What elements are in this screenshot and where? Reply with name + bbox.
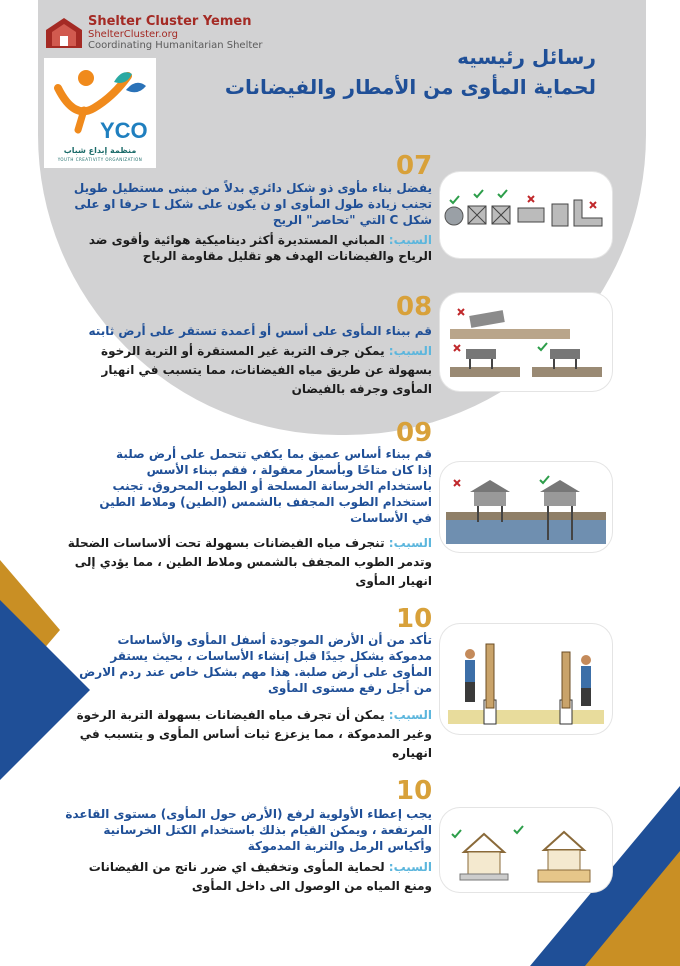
message-text <box>22 446 432 526</box>
message-line: يجب إعطاء الأولوية لرفع (الأرض حول المأوى) مستوى القاعدة <box>65 807 432 821</box>
partner-abbr: YCO <box>100 118 148 143</box>
reason-line: يمكن أن تجرف مياه الفيضانات بسهولة التربة الرخوة <box>76 708 389 722</box>
message-line: مدموكة بشكل جيدًا قبل إنشاء الأساسات ، بحيث يستقر <box>110 649 432 663</box>
message-line: يفضل بناء مأوى ذو شكل دائري بدلاً من مبنى مستطيل طويل <box>73 181 432 195</box>
message-number: 09 <box>396 418 433 448</box>
stable-ground-illustration <box>440 293 612 391</box>
message-line: شكل C التي "تحاصر" الريح <box>272 213 432 227</box>
message-reason <box>22 534 432 591</box>
message-reason <box>22 706 432 763</box>
message-text <box>22 632 432 696</box>
brand-name: Shelter Cluster Yemen <box>88 14 252 29</box>
message-line: المأوى على أرض صلبة. هذا مهم بشكل خاص عند ردم الارض <box>79 665 432 679</box>
page-title <box>225 42 596 102</box>
reason-line: انهيار المأوى <box>355 574 432 588</box>
reason-line: بسهولة عن طريق مياه الفيضانات، مما يتسبب في انهيار <box>101 363 432 377</box>
reason-line: وتدمر الطوب المجفف بالشمس وملاط الطين ، مما يؤدي إلى <box>74 555 432 569</box>
reason-label: السبب: <box>388 708 432 722</box>
message-number: 08 <box>396 292 433 322</box>
message-line: وأكياس الرمل والتربة المدموكة <box>247 839 432 853</box>
message-number: 10 <box>396 776 433 806</box>
reason-line: المأوى وجرفه بالفيضان <box>291 382 432 396</box>
reason-line: ومنع المياه من الوصول الى داخل المأوى <box>191 879 432 893</box>
illustration-card <box>440 808 612 892</box>
reason-line: الرياح والفيضانات الهدف هو تقليل مقاومة الرياح <box>142 249 432 263</box>
illustration-card <box>440 624 612 734</box>
message-reason <box>32 342 432 399</box>
brand-url: ShelterCluster.org <box>88 29 178 40</box>
title-line-1: رسائل رئيسيه <box>457 45 596 69</box>
message-line: قم ببناء أساس عميق بما يكفي تتحمل على أرض صلبة <box>116 447 432 461</box>
message-line: تجنب زيادة طول المأوى او ن يكون على شكل L حرفا او على <box>74 197 432 211</box>
message-line: المرتفعة ، ويمكن القيام بذلك باستخدام الكتل الخرسانية <box>103 823 432 837</box>
message-text <box>32 180 432 228</box>
message-text <box>22 806 432 854</box>
message-text <box>32 323 432 339</box>
deep-foundation-illustration <box>440 462 612 552</box>
shelter-cluster-logo-icon <box>44 16 84 50</box>
message-line: تأكد من أن الأرض الموجودة أسفل المأوى والأساسات <box>117 633 432 647</box>
title-line-2: لحماية المأوى من الأمطار والفيضانات <box>224 75 596 99</box>
message-number: 07 <box>396 151 433 181</box>
reason-label: السبب: <box>388 344 432 358</box>
reason-label: السبب: <box>388 536 432 550</box>
message-reason <box>22 858 432 896</box>
partner-name-en: YOUTH CREATIVITY ORGANIZATION <box>57 157 143 162</box>
message-line: استخدام الطوب المجفف بالشمس (الطين) وملاط الطين <box>99 495 432 509</box>
message-line: إذا كان متاحًا وبأسعار معقولة ، فقم ببناء الأسس <box>146 463 432 477</box>
message-line: في الأساسات <box>350 511 432 525</box>
brand-tagline: Coordinating Humanitarian Shelter <box>88 40 263 51</box>
compacted-ground-illustration <box>440 624 612 734</box>
message-line: قم ببناء المأوى على أسس أو أعمدة تستقر على أرض ثابته <box>88 324 432 338</box>
message-number: 10 <box>396 604 433 634</box>
reason-label: السبب: <box>388 860 432 874</box>
reason-label: السبب: <box>388 233 432 247</box>
partner-name-ar: منظمة إبداع شباب <box>63 146 137 155</box>
reason-line: انهياره <box>392 746 432 760</box>
message-reason <box>32 232 432 264</box>
raised-plinth-illustration <box>440 808 612 892</box>
reason-line: المباني المستديرة أكثر ديناميكية هوائية وأقوى ضد <box>88 233 389 247</box>
illustration-card <box>440 172 612 258</box>
illustration-card <box>440 293 612 391</box>
reason-line: وغير المدموكة ، مما يزعزع ثبات أساس المأوى و يتسبب في <box>79 727 432 741</box>
message-line: باستخدام الخرسانة المسلحة أو الطوب المحروق. تجنب <box>112 479 432 493</box>
partner-logo <box>44 58 156 168</box>
message-line: من أجل رفع مستوى المأوى <box>267 681 432 695</box>
illustration-card <box>440 462 612 552</box>
reason-line: لحماية المأوى وتخفيف اي ضرر ناتج من الفيضانات <box>88 860 389 874</box>
reason-line: تنجرف مياه الفيضانات بسهولة تحت ألاساسات الضحلة <box>67 536 389 550</box>
reason-line: يمكن جرف التربة غير المستقرة أو التربة الرخوة <box>101 344 389 358</box>
shelter-shapes-illustration <box>440 172 612 258</box>
yco-logo-icon <box>44 58 156 146</box>
